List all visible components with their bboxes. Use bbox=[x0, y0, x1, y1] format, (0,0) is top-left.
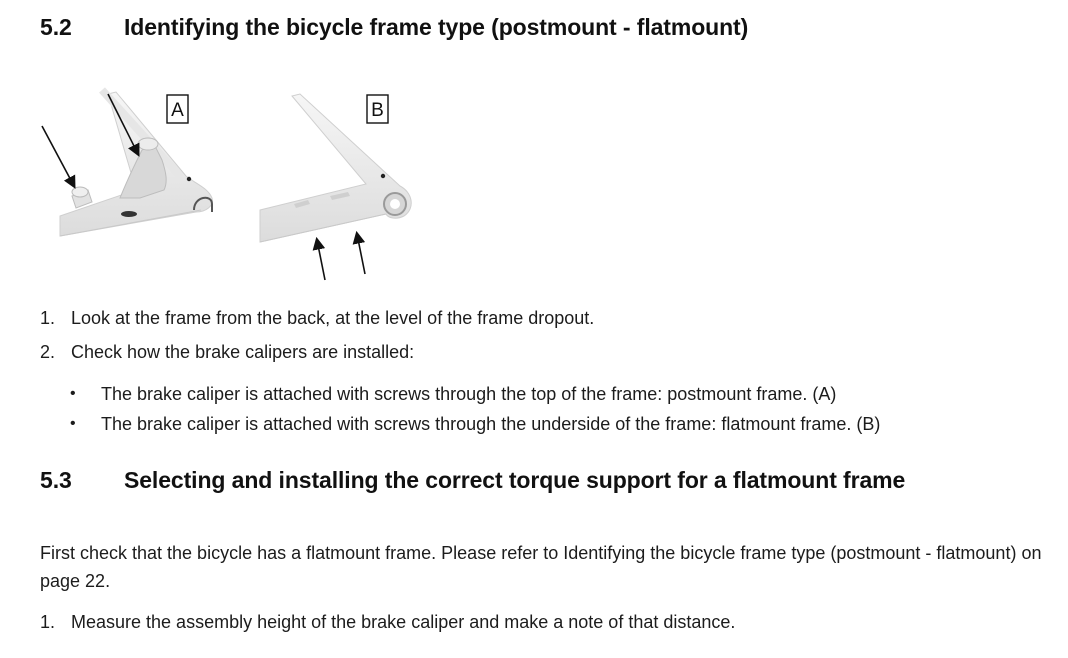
step-number: 1. bbox=[40, 308, 56, 328]
bullet-text: The brake caliper is attached with screws through the top of the frame: postmount frame. (A) bbox=[101, 384, 837, 404]
frame-a-drawing bbox=[42, 90, 212, 236]
list-item bbox=[40, 340, 414, 364]
step-text: Look at the frame from the back, at the level of the frame dropout. bbox=[71, 308, 595, 328]
frame-b-drawing bbox=[260, 94, 411, 280]
section-title: Identifying the bicycle frame type (postmount - flatmount) bbox=[124, 14, 749, 40]
section-title: Selecting and installing the correct torque support for a flatmount frame bbox=[124, 467, 906, 493]
list-item bbox=[40, 306, 594, 330]
frame-type-figure bbox=[36, 86, 436, 286]
bullet-icon: • bbox=[70, 415, 76, 432]
list-item bbox=[40, 610, 735, 634]
step-number: 2. bbox=[40, 342, 56, 362]
bullet-item bbox=[70, 382, 836, 406]
section-heading-5-3 bbox=[40, 467, 905, 494]
step-text: Measure the assembly height of the brake caliper and make a note of that distance. bbox=[71, 612, 736, 632]
step-number: 1. bbox=[40, 612, 56, 632]
section-heading-5-2 bbox=[40, 14, 748, 41]
figure-label-a: A bbox=[171, 100, 184, 121]
bullet-item bbox=[70, 412, 880, 436]
bullet-icon: • bbox=[70, 385, 76, 402]
figure-label-b: B bbox=[371, 100, 384, 121]
section-number: 5.2 bbox=[40, 14, 72, 40]
intro-paragraph: First check that the bicycle has a flatmount frame. Please refer to Identifying the bicycle frame type (postmount - flatmount) on page 22. bbox=[40, 543, 1042, 591]
section-number: 5.3 bbox=[40, 467, 72, 493]
bullet-text: The brake caliper is attached with screws through the underside of the frame: flatmount frame. (B) bbox=[101, 414, 881, 434]
step-text: Check how the brake calipers are installed: bbox=[71, 342, 415, 362]
